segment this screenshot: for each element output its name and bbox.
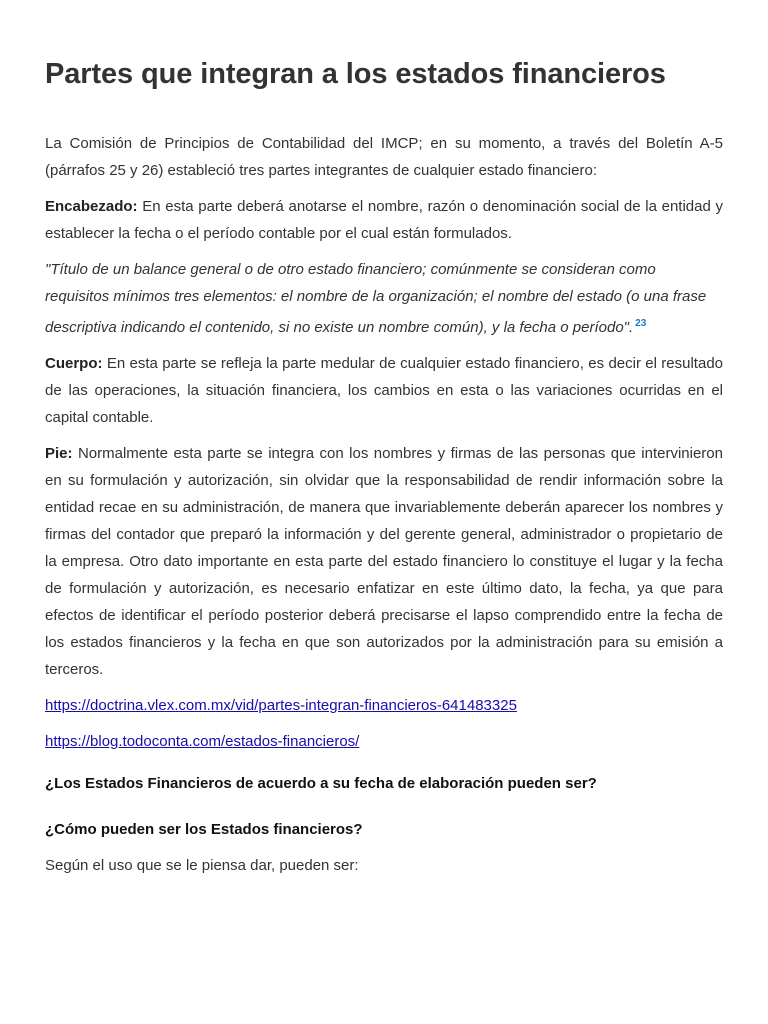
link-paragraph-2 [45, 728, 723, 755]
encabezado-label: Encabezado: [45, 198, 138, 215]
encabezado-paragraph [45, 193, 723, 247]
pie-text: Normalmente esta parte se integra con los nombres y firmas de las personas que intervinieron en su formulación y autorización, sin olvidar que la responsabilidad de rendir información sobre la entidad recae en su administración, de manera que invariablemente deberán aparecer los nombres y firmas del contador que preparó la información y del gerente general, administrador o propietario de la empresa. Otro dato importante en esta parte del estado financiero lo constituye el lugar y la fecha de formulación y autorización, es necesario enfatizar en este último dato, la fecha, ya que para efectos de identificar el período posterior deberá precisarse el lapso comprendido entre la fecha de los estados financieros y la fecha en que son autorizados por la administración para su emisión a terceros. [45, 445, 723, 678]
pie-label: Pie: [45, 445, 73, 462]
quote-paragraph [45, 256, 723, 341]
encabezado-text: En esta parte deberá anotarse el nombre, razón o denominación social de la entidad y establecer la fecha o el período contable por el cual están formulados. [45, 198, 723, 242]
page-title: Partes que integran a los estados financieros [45, 58, 666, 90]
cuerpo-label: Cuerpo: [45, 355, 103, 372]
cuerpo-paragraph [45, 350, 723, 431]
todoconta-link[interactable]: https://blog.todoconta.com/estados-financieros/ [45, 733, 360, 750]
quote-text: "Título de un balance general o de otro estado financiero; comúnmente se consideran como requisitos mínimos tres elementos: el nombre de la organización; el nombre del estado (o una frase descriptiva indicando el contenido, si no existe un nombre común), y la fecha o período". [45, 261, 707, 336]
final-paragraph: Según el uso que se le piensa dar, pueden ser: [45, 857, 359, 874]
article-body [45, 130, 723, 764]
cuerpo-text: En esta parte se refleja la parte medular de cualquier estado financiero, es decir el resultado de las operaciones, la situación financiera, los cambios en esta o las variaciones ocurridas en el capital contable. [45, 355, 723, 426]
link-paragraph-1 [45, 692, 723, 719]
question-heading-2: ¿Cómo pueden ser los Estados financieros? [45, 821, 363, 838]
vlex-link[interactable]: https://doctrina.vlex.com.mx/vid/partes-integran-financieros-641483325 [45, 697, 517, 714]
pie-paragraph [45, 440, 723, 683]
question-heading-1: ¿Los Estados Financieros de acuerdo a su fecha de elaboración pueden ser? [45, 775, 597, 792]
footnote-reference[interactable]: 23 [635, 318, 647, 329]
intro-paragraph: La Comisión de Principios de Contabilidad del IMCP; en su momento, a través del Boletín A-5 (párrafos 25 y 26) estableció tres partes integrantes de cualquier estado financiero: [45, 135, 723, 179]
